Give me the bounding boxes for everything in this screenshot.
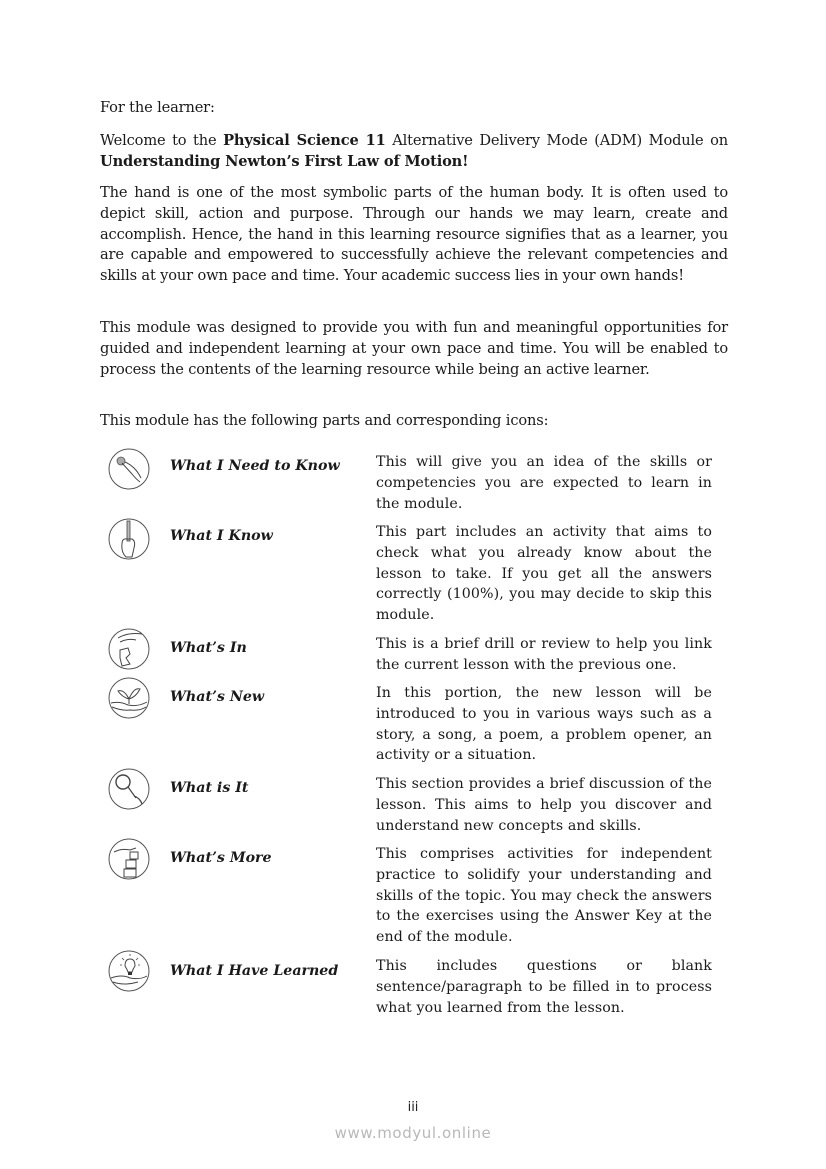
part-label: What I Need to Know — [170, 458, 340, 474]
hands-sprout-icon — [108, 677, 150, 719]
hand-stacking-blocks-icon — [108, 838, 150, 880]
part-description: This comprises activities for independent practice to solidify your understanding and skills of the topic. You may check the answers to the exercises using the Answer Key at the end of the module. — [376, 846, 712, 946]
part-description: This is a brief drill or review to help you link the current lesson with the previous one. — [376, 636, 712, 673]
part-label: What’s New — [170, 689, 265, 705]
parts-intro: This module has the following parts and corresponding icons: — [100, 412, 549, 429]
part-description: This includes questions or blank sentence/paragraph to be filled in to process what you learned from the lesson. — [376, 958, 712, 1016]
magnifying-glass-icon — [108, 768, 150, 810]
part-description: In this portion, the new lesson will be introduced to you in various ways such as a story, a song, a poem, a problem opener, an activity or a situation. — [376, 685, 712, 764]
hand-lightbulb-icon — [108, 950, 150, 992]
welcome-prefix: Welcome to the — [100, 132, 224, 149]
welcome-paragraph — [100, 131, 728, 173]
part-description: This part includes an activity that aims to check what you already know about the lesson to take. If you get all the answers correctly (100%), you may decide to skip this module. — [376, 524, 712, 624]
part-label: What’s More — [170, 850, 272, 866]
hand-holding-pencil-icon — [108, 518, 150, 560]
module-paragraph: This module was designed to provide you with fun and meaningful opportunities for guided and independent learning at your own pace and time. You will be enabled to process the contents of the learning resource while being an active learner. — [100, 319, 728, 378]
pointing-hand-icon — [108, 448, 150, 490]
subject-name: Physical Science 11 — [223, 132, 386, 149]
part-label: What’s In — [170, 640, 247, 656]
part-label: What I Know — [170, 528, 273, 544]
part-label: What I Have Learned — [170, 963, 339, 979]
page-number: iii — [407, 1100, 419, 1115]
part-description: This section provides a brief discussion of the lesson. This aims to help you discover and understand new concepts and skills. — [376, 776, 712, 834]
module-title: Understanding Newton’s First Law of Motion! — [100, 152, 469, 170]
hand-puzzle-icon — [108, 628, 150, 670]
part-description: This will give you an idea of the skills or competencies you are expected to learn in the module. — [376, 454, 712, 512]
welcome-middle: Alternative Delivery Mode (ADM) Module on — [385, 132, 729, 149]
greeting: For the learner: — [100, 99, 215, 116]
hand-paragraph: The hand is one of the most symbolic parts of the human body. It is often used to depict skill, action and purpose. Through our hands we may learn, create and accomplish. Hence, the hand in this learning resource signifies that as a learner, you are capable and empowered to successfully achieve the relevant competencies and skills at your own pace and time. Your academic success lies in your own hands! — [100, 184, 728, 285]
watermark: www.modyul.online — [334, 1124, 492, 1142]
part-label: What is It — [170, 780, 249, 796]
